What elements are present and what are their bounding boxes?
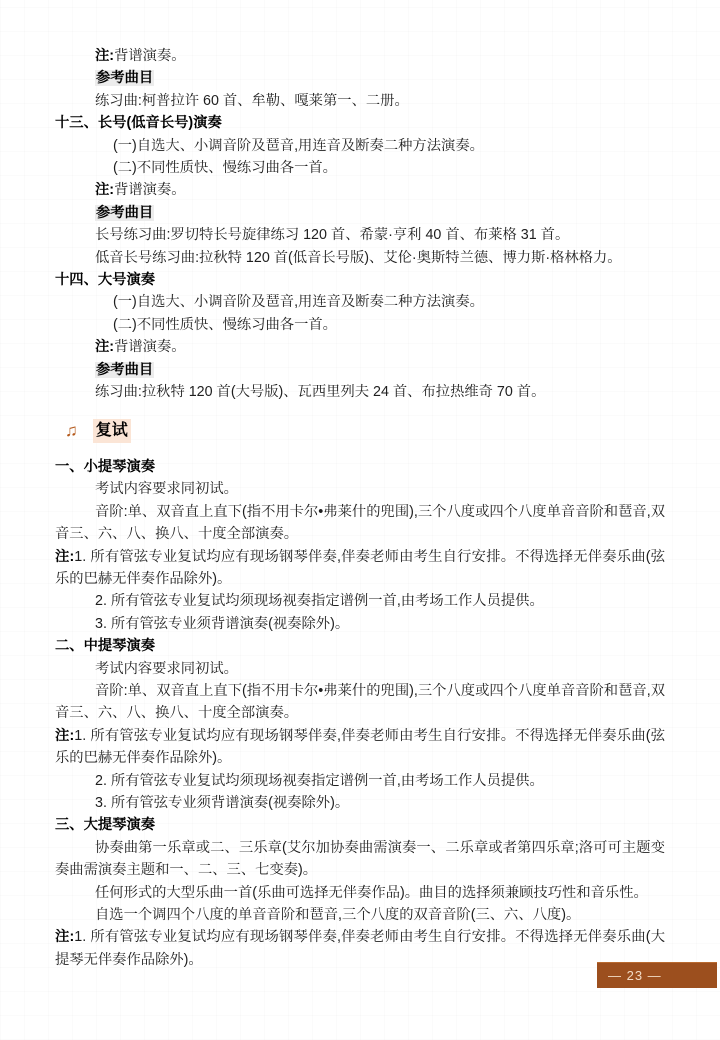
heading-cello: 三、大提琴演奏: [55, 817, 156, 834]
paragraph: 任何形式的大型乐曲一首(乐曲可选择无伴奏作品)。曲目的选择须兼顾技巧性和音乐性。: [95, 884, 648, 901]
paragraph: 自选一个调四个八度的单音音阶和琶音,三个八度的双音音阶(三、六、八度)。: [95, 907, 581, 924]
note-text: 背谱演奏。: [114, 182, 186, 199]
note-paragraph: [55, 546, 665, 591]
heading-viola: 二、中提琴演奏: [55, 638, 156, 655]
heading-tuba: 十四、大号演奏: [55, 272, 156, 289]
note-paragraph: [55, 45, 665, 67]
list-item: (二)不同性质快、慢练习曲各一首。: [113, 160, 337, 177]
etude-list: 练习曲:拉秋特 120 首(大号版)、瓦西里列夫 24 首、布拉热维奇 70 首。: [95, 384, 546, 401]
etude-list: 低音长号练习曲:拉秋特 120 首(低音长号版)、艾伦·奥斯特兰德、博力斯·格林格力。: [95, 249, 622, 266]
paragraph: 音阶:单、双音直上直下(指不用卡尔•弗莱什的兜围),三个八度或四个八度单音音阶和琶音,双音三、六、八、换八、十度全部演奏。: [55, 503, 665, 543]
note-label: 注:: [55, 727, 75, 744]
list-item: (一)自选大、小调音阶及琶音,用连音及断奏二种方法演奏。: [113, 294, 484, 311]
note-label: 注:: [95, 182, 115, 199]
note-text: 1. 所有管弦专业复试均应有现场钢琴伴奏,伴奏老师由考生自行安排。不得选择无伴奏乐曲(弦乐的巴赫无伴奏作品除外)。: [55, 727, 666, 767]
paragraph: 考试内容要求同初试。: [95, 481, 238, 498]
note-label: 注:: [95, 48, 115, 64]
note-text: 背谱演奏。: [114, 339, 186, 356]
note-text: 1. 所有管弦专业复试均应有现场钢琴伴奏,伴奏老师由考生自行安排。不得选择无伴奏乐曲(弦乐的巴赫无伴奏作品除外)。: [55, 548, 666, 587]
section-title: 复试: [93, 419, 131, 443]
note-paragraph: [55, 336, 665, 358]
paragraph: 协奏曲第一乐章或二、三乐章(艾尔加协奏曲需演奏一、二乐章或者第四乐章;洛可可主题变奏曲需演奏主题和一、二、三、七变奏)。: [55, 839, 665, 879]
note-subitem: 2. 所有管弦专业复试均须现场视奏指定谱例一首,由考场工作人员提供。: [95, 593, 544, 610]
note-label: 注:: [95, 339, 115, 356]
note-text: 1. 所有管弦专业复试均应有现场钢琴伴奏,伴奏老师由考生自行安排。不得选择无伴奏乐曲(大提琴无伴奏作品除外)。: [55, 929, 666, 968]
note-paragraph: [55, 179, 665, 201]
reference-title: [55, 359, 665, 381]
etude-list: 长号练习曲:罗切特长号旋律练习 120 首、希蒙·亨利 40 首、布莱格 31 首。: [95, 227, 570, 244]
paragraph: 考试内容要求同初试。: [95, 660, 238, 677]
note-text: 背谱演奏。: [114, 48, 186, 64]
note-label: 注:: [55, 548, 75, 565]
note-subitem: 3. 所有管弦专业须背谱演奏(视奏除外)。: [95, 615, 350, 632]
etude-list: 练习曲:柯普拉许 60 首、牟勒、嘎莱第一、二册。: [95, 92, 409, 109]
note-paragraph: [55, 926, 665, 971]
heading-trombone: 十三、长号(低音长号)演奏: [55, 115, 222, 132]
note-label: 注:: [55, 929, 75, 946]
document-content: [55, 45, 665, 971]
reference-title: [55, 202, 665, 224]
note-subitem: 2. 所有管弦专业复试均须现场视奏指定谱例一首,由考场工作人员提供。: [95, 772, 544, 789]
reference-title-chip: 参考曲目: [96, 70, 154, 87]
reference-title-chip: 参考曲目: [96, 204, 154, 221]
page-number-badge: — 23 —: [597, 962, 717, 988]
reference-title-chip: 参考曲目: [96, 361, 154, 378]
list-item: (一)自选大、小调音阶及琶音,用连音及断奏二种方法演奏。: [113, 137, 484, 154]
reference-title: [55, 67, 665, 89]
list-item: (二)不同性质快、慢练习曲各一首。: [113, 316, 337, 333]
paragraph: 音阶:单、双音直上直下(指不用卡尔•弗莱什的兜围),三个八度或四个八度单音音阶和琶音,双音三、六、八、换八、十度全部演奏。: [55, 682, 665, 722]
note-paragraph: [55, 725, 665, 770]
section-heading-retest: [65, 419, 665, 443]
music-note-icon: ♫: [65, 421, 78, 441]
note-subitem: 3. 所有管弦专业须背谱演奏(视奏除外)。: [95, 795, 350, 811]
heading-violin: 一、小提琴演奏: [55, 458, 156, 475]
